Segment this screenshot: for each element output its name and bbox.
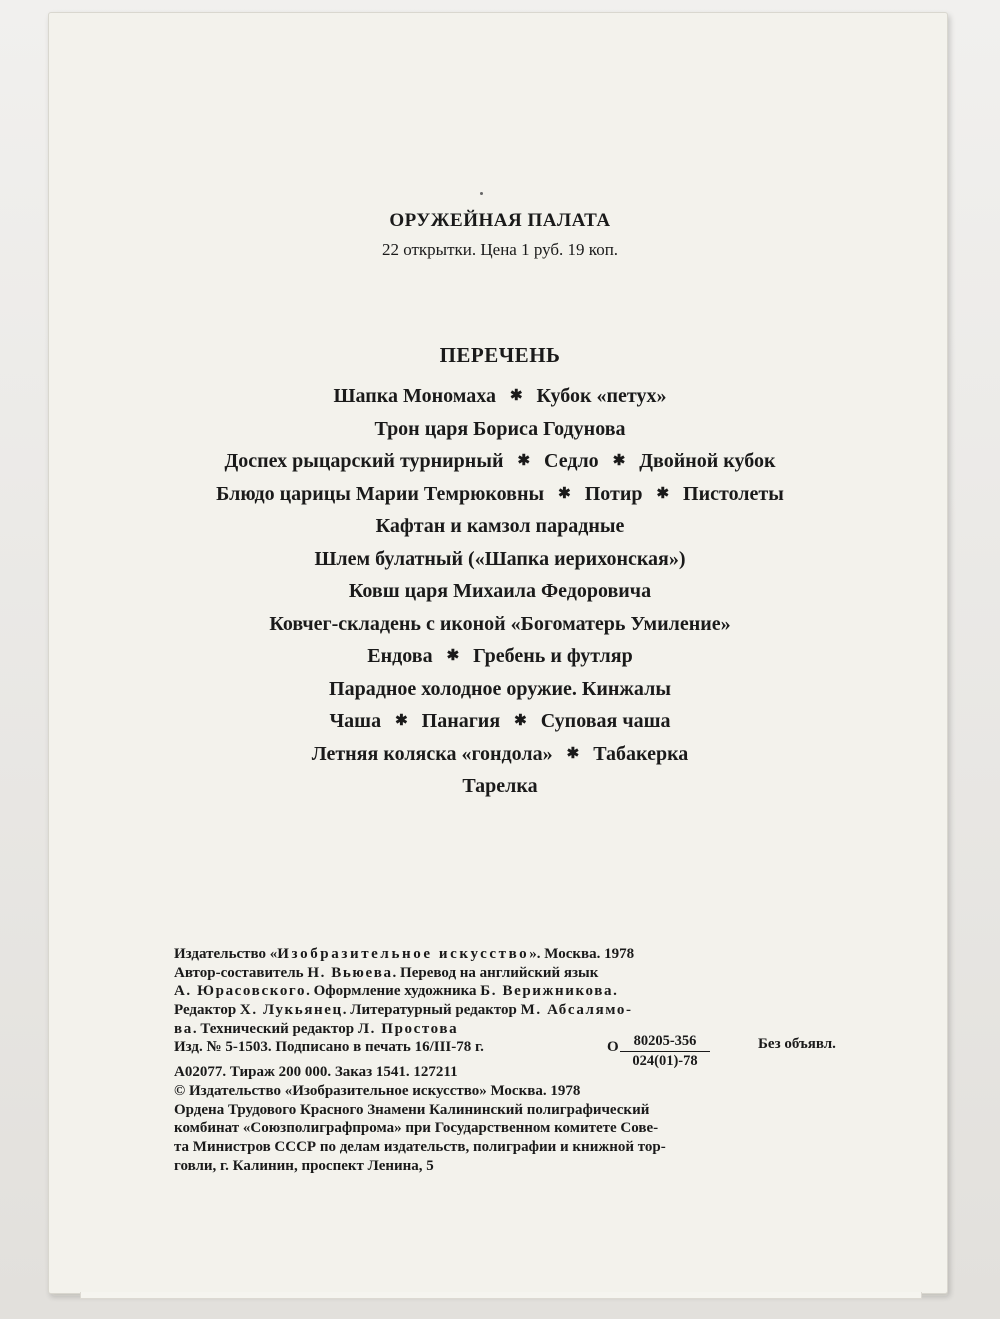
list-line — [0, 413, 1000, 446]
list-line — [0, 543, 1000, 576]
list-item: Потир — [584, 482, 643, 505]
list-item: Трон царя Бориса Годунова — [374, 417, 626, 440]
fraction-denominator: 024(01)-78 — [632, 1053, 698, 1070]
asterisk-separator-icon: ✱ — [514, 713, 527, 729]
imprint-text: Изд. № 5-1503. Подписано в печать 16/III-78 г. — [174, 1039, 484, 1056]
asterisk-separator-icon: ✱ — [395, 713, 408, 729]
list-item: Летняя коляска «гондола» — [311, 742, 553, 765]
list-item: Чаша — [329, 710, 382, 732]
list-item: Пистолеты — [683, 482, 784, 505]
list-item: Тарелка — [462, 775, 538, 797]
imprint-text: Без объявл. — [758, 1036, 836, 1053]
list-line — [0, 770, 1000, 803]
publisher-name: Изобразительное искусство — [277, 946, 530, 962]
imprint-line: комбинат «Союзполиграфпрома» при Государственном комитете Сове- — [174, 1120, 659, 1137]
list-line — [0, 673, 1000, 706]
literary-editor-name: ва — [174, 1020, 193, 1037]
asterisk-separator-icon: ✱ — [558, 485, 571, 502]
asterisk-separator-icon: ✱ — [656, 485, 670, 502]
list-item: Шапка Мономаха — [333, 385, 496, 407]
list-line — [0, 608, 1000, 641]
literary-editor-name: М. Абсалямо- — [520, 1002, 633, 1019]
list-item: Парадное холодное оружие. Кинжалы — [329, 677, 671, 700]
editor-name: Х. Лукьянец — [239, 1002, 343, 1019]
translator-name: А. Юрасовского — [174, 983, 307, 1000]
list-item: Ендова — [367, 645, 433, 667]
set-title: ОРУЖЕЙНАЯ ПАЛАТА — [389, 210, 611, 231]
catalog-fraction — [620, 1032, 710, 1071]
imprint-line — [174, 964, 874, 983]
list-line — [0, 575, 1000, 608]
list-item: Шлем булатный («Шапка иерихонская») — [314, 547, 686, 570]
list-item: Гребень и футляр — [473, 645, 633, 667]
imprint-text: Автор-составитель — [174, 964, 308, 981]
imprint-text: . Оформление художника — [306, 983, 481, 1000]
imprint-line — [174, 1033, 874, 1070]
list-item: Седло — [544, 450, 599, 472]
imprint-line: А02077. Тираж 200 000. Заказ 1541. 127211 — [174, 1064, 458, 1081]
list-line — [0, 640, 1000, 673]
list-item: Суповая чаша — [540, 710, 671, 732]
imprint-text: Редактор — [174, 1002, 240, 1019]
list-line — [0, 380, 1000, 413]
list-heading: ПЕРЕЧЕНЬ — [439, 343, 561, 367]
imprint-line — [174, 982, 874, 1001]
asterisk-separator-icon: ✱ — [612, 453, 626, 469]
list-item: Двойной кубок — [639, 450, 776, 472]
asterisk-separator-icon: ✱ — [446, 648, 460, 664]
list-line — [0, 705, 1000, 738]
list-item: Ковчег-складень с иконой «Богоматерь Умиление» — [269, 612, 731, 635]
asterisk-separator-icon: ✱ — [517, 453, 531, 469]
imprint-text: . Перевод на английский язык — [392, 964, 599, 981]
list-line — [0, 445, 1000, 478]
catalog-letter: О — [607, 1039, 619, 1056]
imprint-line: говли, г. Калинин, проспект Ленина, 5 — [174, 1157, 434, 1174]
list-line — [0, 738, 1000, 771]
set-subtitle: 22 открытки. Цена 1 руб. 19 коп. — [381, 240, 619, 259]
print-dot — [480, 192, 483, 195]
designer-name: Б. Верижникова — [480, 983, 614, 1000]
list-item: Кубок «петух» — [536, 385, 667, 407]
imprint-text: Издательство « — [174, 946, 278, 962]
imprint-text: . Технический редактор — [192, 1020, 358, 1037]
list-item: Табакерка — [593, 742, 689, 765]
imprint-line — [174, 1001, 874, 1020]
imprint-line — [174, 945, 874, 964]
list-item: Блюдо царицы Марии Темрюковны — [216, 482, 545, 505]
list-item: Кафтан и камзол парадные — [375, 515, 625, 537]
list-item: Панагия — [421, 710, 501, 732]
tech-editor-name: Л. Простова — [357, 1020, 459, 1037]
postcard-list — [0, 380, 1000, 803]
imprint-text: . — [613, 983, 617, 1000]
compiler-name: Н. Вьюева — [307, 964, 393, 981]
list-line — [0, 510, 1000, 543]
imprint-text: . Литературный редактор — [342, 1002, 521, 1019]
asterisk-separator-icon: ✱ — [509, 388, 523, 404]
imprint-line: Ордена Трудового Красного Знамени Калининский полиграфический — [174, 1101, 650, 1118]
imprint-text: ». Москва. 1978 — [529, 946, 635, 962]
publisher-imprint — [174, 945, 874, 1175]
list-line — [0, 478, 1000, 511]
imprint-line: та Министров СССР по делам издательств, полиграфии и книжной тор- — [174, 1138, 666, 1155]
fraction-numerator: 80205-356 — [620, 1032, 710, 1052]
list-item: Доспех рыцарский турнирный — [224, 450, 504, 472]
imprint-line: © Издательство «Изобразительное искусство» Москва. 1978 — [174, 1082, 581, 1099]
asterisk-separator-icon: ✱ — [566, 745, 580, 762]
list-item: Ковш царя Михаила Федоровича — [348, 580, 652, 602]
